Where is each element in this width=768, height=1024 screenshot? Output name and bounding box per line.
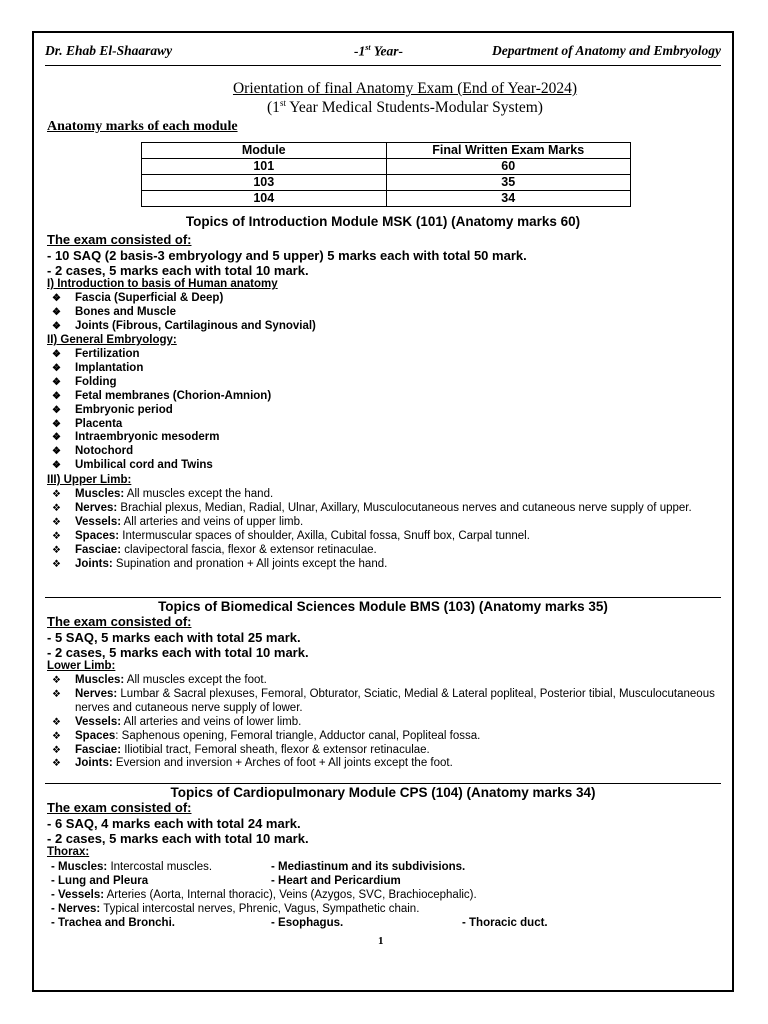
item-text: Typical intercostal nerves, Phrenic, Vagus, Sympathetic chain. (100, 903, 420, 915)
item-label: - Lung and Pleura (51, 875, 149, 887)
list-item (52, 530, 722, 544)
list-item: ❖ Fascia (Superficial & Deep) (52, 292, 722, 306)
exam-line: - 6 SAQ, 4 marks each with total 24 mark. (47, 815, 301, 831)
list-item (52, 674, 722, 688)
item-text: All muscles except the hand. (124, 488, 274, 500)
item-label: Spaces: (75, 529, 120, 542)
thorax-row (51, 860, 721, 874)
item-label: Fasciae: (75, 743, 122, 756)
list-item (52, 730, 722, 744)
item-label: - Esophagus. (271, 917, 344, 929)
marks-cell: 34 (386, 191, 631, 207)
item-label: Nerves: (75, 501, 118, 514)
list-item (52, 558, 722, 572)
item-text: : Saphenous opening, Femoral triangle, Adductor canal, Popliteal fossa. (115, 729, 481, 742)
author-name: Dr. Ehab El-Shaarawy (45, 43, 173, 58)
list-item: ❖ Fertilization (52, 348, 722, 362)
thorax-row (51, 888, 721, 902)
exam-line: - 10 SAQ (2 basis-3 embryology and 5 upper) 5 marks each with total 50 mark. (47, 247, 527, 263)
bms-exam-block (47, 614, 309, 661)
item-label: - Mediastinum and its subdivisions. (271, 861, 466, 873)
module-cell: 104 (142, 191, 387, 207)
table-header-row (142, 143, 631, 159)
thorax-row (51, 902, 721, 916)
column-header: Module (142, 143, 387, 159)
msk-exam-block (47, 232, 527, 279)
item-label: - Thoracic duct. (462, 917, 548, 929)
item-label: Muscles: (75, 674, 125, 686)
list-item: ❖ Intraembryonic mesoderm (52, 431, 722, 445)
item-text: Intermuscular spaces of shoulder, Axilla, Cubital fossa, Snuff box, Carpal tunnel. (119, 529, 530, 542)
section-divider (45, 783, 721, 784)
item-label: Vessels: (75, 515, 122, 528)
marks-cell: 35 (386, 175, 631, 191)
list-item (52, 757, 722, 771)
item-label: Joints: (75, 557, 113, 570)
list-item: ❖ Folding (52, 376, 722, 390)
lower-limb-heading: Lower Limb: (47, 660, 116, 672)
marks-cell: 60 (386, 159, 631, 175)
column-header: Final Written Exam Marks (386, 143, 631, 159)
item-text: Arteries (Aorta, Internal thoracic), Veins (Azygos, SVC, Brachiocephalic). (104, 889, 477, 901)
msk-section-title: Topics of Introduction Module MSK (101) (Anatomy marks 60) (185, 214, 581, 229)
thorax-heading: Thorax: (47, 846, 90, 858)
item-text: Intercostal muscles. (107, 861, 213, 873)
item-label: Muscles: (75, 488, 125, 500)
exam-line: - 5 SAQ, 5 marks each with total 25 mark. (47, 629, 301, 645)
list-item: ❖ Implantation (52, 362, 722, 376)
embryology-heading: II) General Embryology: (47, 334, 177, 346)
item-label: - Nerves: (51, 903, 101, 915)
exam-line: - 2 cases, 5 marks each with total 10 mark. (47, 263, 309, 278)
table-row (142, 191, 631, 207)
table-row (142, 175, 631, 191)
item-label: - Trachea and Bronchi. (51, 917, 175, 929)
list-item: ❖ Notochord (52, 445, 722, 459)
list-item (52, 488, 722, 502)
list-item: ❖ Placenta (52, 418, 722, 432)
department-name: Department of Anatomy and Embryology (492, 43, 721, 58)
exam-line: - 2 cases, 5 marks each with total 10 mark. (47, 645, 309, 660)
item-text: Eversion and inversion + Arches of foot + All joints except the foot. (112, 757, 453, 770)
table-row (142, 159, 631, 175)
basis-heading: I) Introduction to basis of Human anatomy (47, 278, 278, 290)
list-item (52, 516, 722, 530)
thorax-row (51, 916, 721, 930)
item-text: Lumbar & Sacral plexuses, Femoral, Obturator, Sciatic, Medial & Lateral popliteal, Posterior tibial, Musculocutaneous nerves and cutaneous nerve supply of lower. (75, 687, 715, 714)
module-cell: 103 (142, 175, 387, 191)
marks-table (141, 142, 631, 207)
exam-heading: The exam consisted of: (47, 232, 192, 247)
basis-list (52, 292, 722, 334)
list-item (52, 716, 722, 730)
bms-section-title: Topics of Biomedical Sciences Module BMS (103) (Anatomy marks 35) (158, 599, 608, 614)
item-label: - Vessels: (51, 889, 105, 901)
list-item: ❖ Bones and Muscle (52, 306, 722, 320)
list-item: ❖ Fetal membranes (Chorion-Amnion) (52, 390, 722, 404)
item-label: - Muscles: (51, 861, 108, 873)
item-text: Supination and pronation + All joints except the hand. (112, 557, 388, 570)
item-label: Vessels: (75, 715, 122, 728)
embryology-list (52, 348, 722, 473)
thorax-list (51, 860, 721, 930)
item-label: Nerves: (75, 687, 118, 700)
upper-limb-heading: III) Upper Limb: (47, 474, 132, 486)
item-label: - Heart and Pericardium (271, 875, 401, 887)
upper-limb-list (52, 488, 722, 571)
list-item (52, 744, 722, 758)
module-cell: 101 (142, 159, 387, 175)
year-label: -1st Year- (354, 43, 403, 59)
exam-line: - 2 cases, 5 marks each with total 10 mark. (47, 831, 309, 846)
item-label: Joints: (75, 757, 113, 770)
item-text: All muscles except the foot. (124, 674, 267, 686)
cps-section-title: Topics of Cardiopulmonary Module CPS (104) (Anatomy marks 34) (170, 785, 596, 800)
list-item: ❖ Joints (Fibrous, Cartilaginous and Synovial) (52, 320, 722, 334)
item-text: clavipectoral fascia, flexor & extensor retinaculae. (121, 543, 377, 556)
thorax-row (51, 874, 721, 888)
header-divider (45, 65, 721, 66)
document-subtitle: (1st Year Medical Students-Modular System) (267, 98, 543, 117)
item-text: Iliotibial tract, Femoral sheath, flexor & extensor retinaculae. (121, 743, 430, 756)
item-label: Spaces (75, 729, 116, 742)
marks-heading: Anatomy marks of each module (47, 119, 238, 134)
lower-limb-list (52, 674, 722, 771)
list-item (52, 502, 722, 516)
item-text: All arteries and veins of lower limb. (121, 715, 302, 728)
list-item (52, 544, 722, 558)
list-item: ❖ Umbilical cord and Twins (52, 459, 722, 473)
page-header (45, 43, 721, 63)
item-text: All arteries and veins of upper limb. (121, 515, 304, 528)
document-title: Orientation of final Anatomy Exam (End of Year-2024) (232, 80, 578, 97)
page-number: 1 (378, 935, 384, 947)
section-divider (45, 597, 721, 598)
item-text: Brachial plexus, Median, Radial, Ulnar, Axillary, Musculocutaneous nerves and cutaneous nerve supply of upper. (117, 501, 692, 514)
list-item: ❖ Embryonic period (52, 404, 722, 418)
list-item (52, 688, 722, 716)
item-label: Fasciae: (75, 543, 122, 556)
cps-exam-block (47, 800, 309, 847)
exam-heading: The exam consisted of: (47, 800, 192, 815)
exam-heading: The exam consisted of: (47, 614, 192, 629)
